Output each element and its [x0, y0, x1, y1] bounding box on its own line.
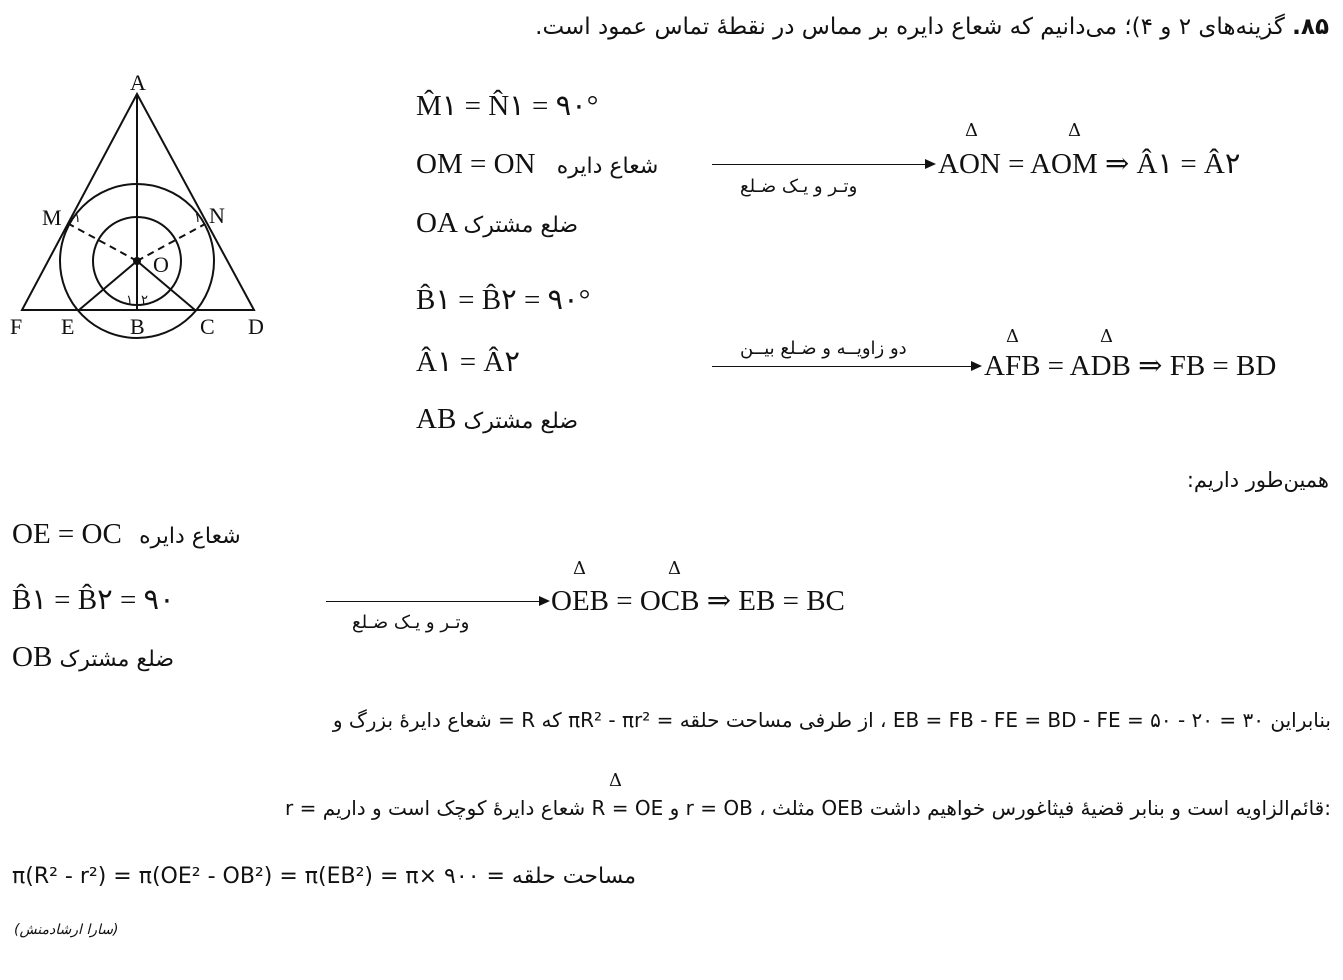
similarly-text: همین‌طور داریم: — [1186, 468, 1329, 492]
b1-radius-eq — [416, 148, 658, 181]
b3-radius-math: OE = OC — [12, 518, 122, 550]
b1-delta-2: Δ — [1068, 120, 1081, 141]
b1-radius-word: شعاع دایره — [556, 154, 659, 179]
b1-common-word: ضلع مشترک — [463, 213, 579, 238]
label-e: E — [61, 314, 75, 339]
angle-b2: ۲ — [141, 292, 148, 307]
b3-delta-2: Δ — [668, 558, 681, 579]
area-result: مساحت حلقه = π(R² - r²) = π(OE² - OB²) = π(EB²) = π× ۹۰۰ — [12, 864, 637, 889]
b1-arrow — [712, 164, 934, 165]
b2-angle-eq: Â۱ = Â۲ — [416, 346, 520, 378]
b2-common-word: ضلع مشترک — [463, 409, 579, 434]
conclusion-line-1: بنابراین ۳۰ = ۲۰ - ۵۰ = EB = FB - FE = BD - FE ، از طرفی مساحت حلقه = πR² - πr² که R = شعاع دایرهٔ بزرگ و — [332, 708, 1331, 732]
b3-delta-1: Δ — [573, 558, 586, 579]
b3-common-side — [12, 641, 174, 674]
b1-common-side — [416, 207, 578, 240]
label-f: F — [10, 314, 23, 339]
b2-result: AFB = ADB ⇒ FB = BD — [984, 350, 1277, 382]
center-point — [133, 257, 141, 265]
b3-common-word: ضلع مشترک — [59, 647, 175, 672]
author-credit: (سارا ارشادمنش) — [14, 922, 119, 938]
label-a: A — [130, 72, 146, 95]
problem-number: ۸۵. — [1292, 14, 1329, 40]
problem-heading — [535, 14, 1329, 40]
dashed-on — [137, 224, 205, 261]
b1-angles-eq: M̂۱ = N̂۱ = ۹۰° — [416, 90, 599, 122]
label-c: C — [200, 314, 215, 339]
b2-common-side — [416, 403, 578, 436]
angle-b1: ۱ — [126, 292, 133, 307]
b3-result: OEB = OCB ⇒ EB = BC — [551, 585, 845, 617]
b2-common-math: AB — [416, 403, 457, 435]
conclusion-line-2: r = شعاع دایرهٔ کوچک است و داریم R = OE و r = OB ، مثلث OEB قائم‌الزاویه است و بنابر قضیهٔ فیثاغورس خواهیم داشت: — [284, 796, 1331, 820]
b3-radius-word: شعاع دایره — [139, 524, 241, 549]
b3-angles-eq: B̂۱ = B̂۲ = ۹۰ — [12, 584, 175, 616]
b3-radius-eq — [12, 518, 241, 551]
p2-delta: Δ — [609, 770, 622, 791]
b1-arrow-label: وتـر و یـک ضـلع — [740, 176, 858, 197]
label-o: O — [153, 252, 169, 277]
angle-n1: ۱ — [194, 210, 201, 225]
b1-common-math: OA — [416, 207, 457, 239]
b3-common-math: OB — [12, 641, 53, 673]
b3-arrow-label: وتـر و یـک ضـلع — [352, 612, 470, 633]
b1-delta-1: Δ — [965, 120, 978, 141]
label-b: B — [130, 314, 145, 339]
angle-m1: ۱ — [74, 210, 81, 225]
dashed-om — [69, 224, 137, 261]
problem-intro: گزینه‌های ۲ و ۴)؛ می‌دانیم که شعاع دایره بر مماس در نقطهٔ تماس عمود است. — [535, 14, 1285, 40]
b1-result: AON = AOM ⇒ Â۱ = Â۲ — [938, 148, 1241, 180]
label-d: D — [248, 314, 264, 339]
b2-arrow — [712, 366, 980, 367]
b2-arrow-label: دو زاویــه و ضـلع بیــن — [740, 338, 907, 359]
b1-radius-math: OM = ON — [416, 148, 536, 180]
b2-delta-2: Δ — [1100, 326, 1113, 347]
b2-delta-1: Δ — [1006, 326, 1019, 347]
label-n: N — [209, 203, 225, 228]
b3-arrow — [326, 601, 548, 602]
label-m: M — [42, 205, 62, 230]
b2-angles-eq: B̂۱ = B̂۲ = ۹۰° — [416, 284, 591, 316]
geometry-figure — [8, 72, 288, 342]
